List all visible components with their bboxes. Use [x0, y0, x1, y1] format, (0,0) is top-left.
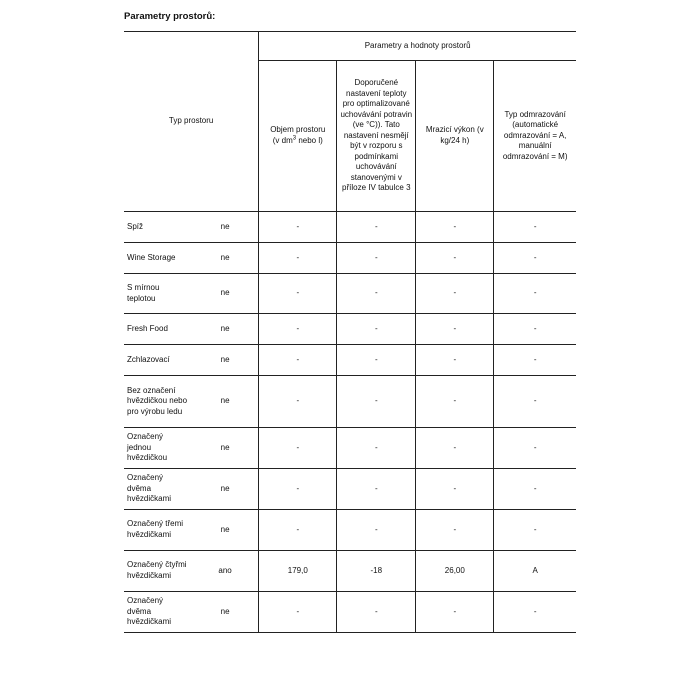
- table-row: [124, 376, 576, 428]
- row-temperature: -: [337, 345, 416, 376]
- table-row: [124, 274, 576, 314]
- row-present-flag: ne: [192, 428, 259, 469]
- table-row: [124, 212, 576, 243]
- table-row: [124, 314, 576, 345]
- header-defrost-type-label: Typ odmrazování (automatické odmrazování = A, manuální odmrazování = M): [502, 109, 568, 161]
- row-volume: -: [259, 212, 337, 243]
- row-temperature: -: [337, 592, 416, 633]
- row-present-flag: ne: [192, 212, 259, 243]
- table-row: [124, 469, 576, 510]
- row-compartment-name: Fresh Food: [124, 314, 192, 345]
- row-present-flag: ne: [192, 376, 259, 428]
- row-volume: -: [259, 428, 337, 469]
- header-freezing-capacity: [416, 61, 494, 212]
- row-compartment-name: Označený jednou hvězdičkou: [124, 428, 192, 469]
- row-defrost-type: -: [494, 510, 576, 551]
- row-compartment-name: Označený třemi hvězdičkami: [124, 510, 192, 551]
- row-volume: -: [259, 376, 337, 428]
- table-row: [124, 551, 576, 592]
- header-temperature-label: Doporučené nastavení teploty pro optimalizované uchovávání potravin (ve °C)). Tato nastavení nesmějí být v rozporu s podmínkami uchovávání stanovenými v příloze IV tabulce 3: [340, 77, 413, 193]
- row-compartment-name: Označený čtyřmi hvězdičkami: [124, 551, 192, 592]
- header-parameters-group-label: Parametry a hodnoty prostorů: [364, 40, 471, 50]
- header-defrost-type: [494, 61, 576, 212]
- header-compartment-type-label: Typ prostoru: [168, 116, 214, 126]
- row-freezing-capacity: -: [416, 376, 494, 428]
- row-freezing-capacity: -: [416, 314, 494, 345]
- row-temperature: -: [337, 510, 416, 551]
- row-compartment-name: Zchlazovací: [124, 345, 192, 376]
- row-freezing-capacity: -: [416, 345, 494, 376]
- table-row: [124, 592, 576, 633]
- header-volume-unit-sup: 3: [292, 135, 297, 142]
- row-freezing-capacity: -: [416, 469, 494, 510]
- page-title: Parametry prostorů:: [124, 11, 216, 22]
- row-freezing-capacity: -: [416, 510, 494, 551]
- row-volume: -: [259, 510, 337, 551]
- row-defrost-type: -: [494, 212, 576, 243]
- table-body: [124, 212, 576, 633]
- header-volume-unit-post: nebo l): [296, 136, 323, 146]
- row-defrost-type: -: [494, 592, 576, 633]
- row-freezing-capacity: -: [416, 428, 494, 469]
- table-row: [124, 428, 576, 469]
- row-temperature: -: [337, 428, 416, 469]
- table-row: [124, 243, 576, 274]
- row-volume: -: [259, 345, 337, 376]
- row-freezing-capacity: -: [416, 243, 494, 274]
- row-volume: -: [259, 314, 337, 345]
- row-freezing-capacity: -: [416, 274, 494, 314]
- header-volume: [259, 61, 337, 212]
- row-defrost-type: -: [494, 243, 576, 274]
- row-temperature: -: [337, 314, 416, 345]
- row-temperature: -: [337, 274, 416, 314]
- table-row: [124, 510, 576, 551]
- row-defrost-type: -: [494, 428, 576, 469]
- row-present-flag: ano: [192, 551, 259, 592]
- row-present-flag: ne: [192, 314, 259, 345]
- row-defrost-type: -: [494, 376, 576, 428]
- row-present-flag: ne: [192, 592, 259, 633]
- row-compartment-name: Označený dvěma hvězdičkami: [124, 592, 192, 633]
- row-defrost-type: -: [494, 314, 576, 345]
- row-freezing-capacity: 26,00: [416, 551, 494, 592]
- row-volume: -: [259, 469, 337, 510]
- row-compartment-name: S mírnou teplotou: [124, 274, 192, 314]
- row-temperature: -18: [337, 551, 416, 592]
- row-present-flag: ne: [192, 510, 259, 551]
- header-parameters-group: [259, 32, 576, 61]
- row-present-flag: ne: [192, 469, 259, 510]
- row-volume: -: [259, 274, 337, 314]
- header-volume-unit: [273, 136, 323, 145]
- row-temperature: -: [337, 469, 416, 510]
- row-compartment-name: Bez označení hvězdičkou nebo pro výrobu ledu: [124, 376, 192, 428]
- row-compartment-name: Označený dvěma hvězdičkami: [124, 469, 192, 510]
- row-volume: -: [259, 243, 337, 274]
- row-defrost-type: A: [494, 551, 576, 592]
- row-defrost-type: -: [494, 274, 576, 314]
- row-defrost-type: -: [494, 345, 576, 376]
- row-temperature: -: [337, 212, 416, 243]
- header-compartment-type: [124, 32, 259, 212]
- row-temperature: -: [337, 243, 416, 274]
- row-volume: -: [259, 592, 337, 633]
- header-volume-unit-pre: (v dm: [272, 136, 293, 146]
- row-present-flag: ne: [192, 345, 259, 376]
- row-present-flag: ne: [192, 243, 259, 274]
- row-compartment-name: Wine Storage: [124, 243, 192, 274]
- table-row: [124, 345, 576, 376]
- row-present-flag: ne: [192, 274, 259, 314]
- header-temperature: [337, 61, 416, 212]
- row-freezing-capacity: -: [416, 212, 494, 243]
- header-volume-main: Objem prostoru: [270, 125, 326, 135]
- compartment-parameters-table: [124, 31, 576, 633]
- header-freezing-capacity-label: Mrazicí výkon (v kg/24 h): [425, 125, 484, 145]
- row-freezing-capacity: -: [416, 592, 494, 633]
- row-volume: 179,0: [259, 551, 337, 592]
- row-temperature: -: [337, 376, 416, 428]
- row-defrost-type: -: [494, 469, 576, 510]
- row-compartment-name: Spíž: [124, 212, 192, 243]
